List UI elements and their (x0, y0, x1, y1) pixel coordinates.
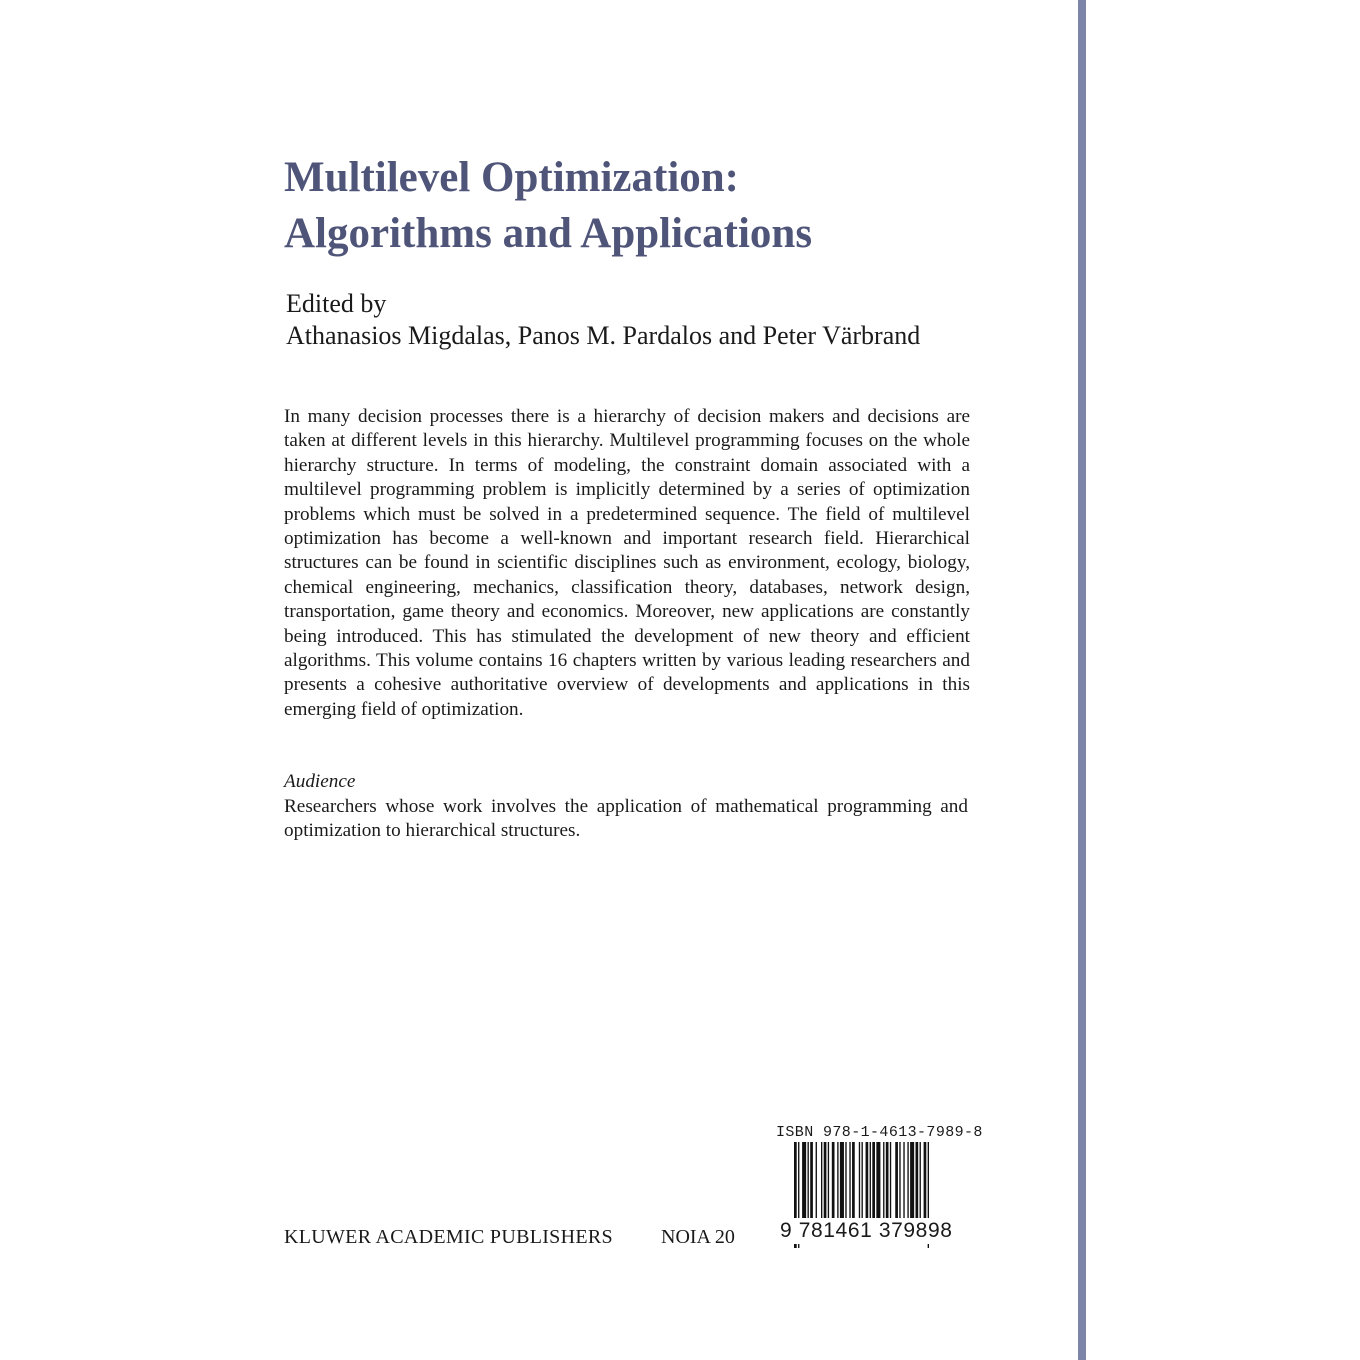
editors-names: Athanasios Migdalas, Panos M. Pardalos and Peter Värbrand (286, 321, 921, 350)
spine-stripe (1078, 0, 1086, 1360)
book-title (284, 150, 812, 262)
book-title-line-1: Multilevel Optimization: (284, 154, 740, 201)
book-description: In many decision processes there is a hierarchy of decision makers and decisions are taken at different levels in this hierarchy. Multilevel programming focuses on the whole hierarchy structure. In terms of modeling, the constraint domain associated with a multilevel programming problem is implicitly determined by a series of optimization problems which must be solved in a predetermined sequence. The field of multilevel optimization has become a well-known and important research field. Hierarchical structures can be found in scientific disciplines such as environment, ecology, biology, chemical engineering, mechanics, classification theory, databases, network design, transportation, game theory and economics. Moreover, new applications are constantly being introduced. This has stimulated the development of new theory and efficient algorithms. This volume contains 16 chapters written by various leading researchers and presents a cohesive authoritative overview of developments and applications in this emerging field of optimization. (284, 406, 970, 720)
book-title-line-2: Algorithms and Applications (284, 210, 813, 257)
isbn-label: ISBN 978-1-4613-7989-8 (776, 1124, 983, 1141)
publisher-name: KLUWER ACADEMIC PUBLISHERS (284, 1226, 613, 1248)
audience-text: Researchers whose work involves the application of mathematical programming and optimization to hierarchical structures. (284, 796, 968, 842)
barcode-digits: 9 781461 379898 (780, 1219, 953, 1242)
audience-heading: Audience (284, 771, 356, 792)
edited-by-label: Edited by (286, 289, 387, 318)
series-label: NOIA 20 (661, 1226, 735, 1248)
